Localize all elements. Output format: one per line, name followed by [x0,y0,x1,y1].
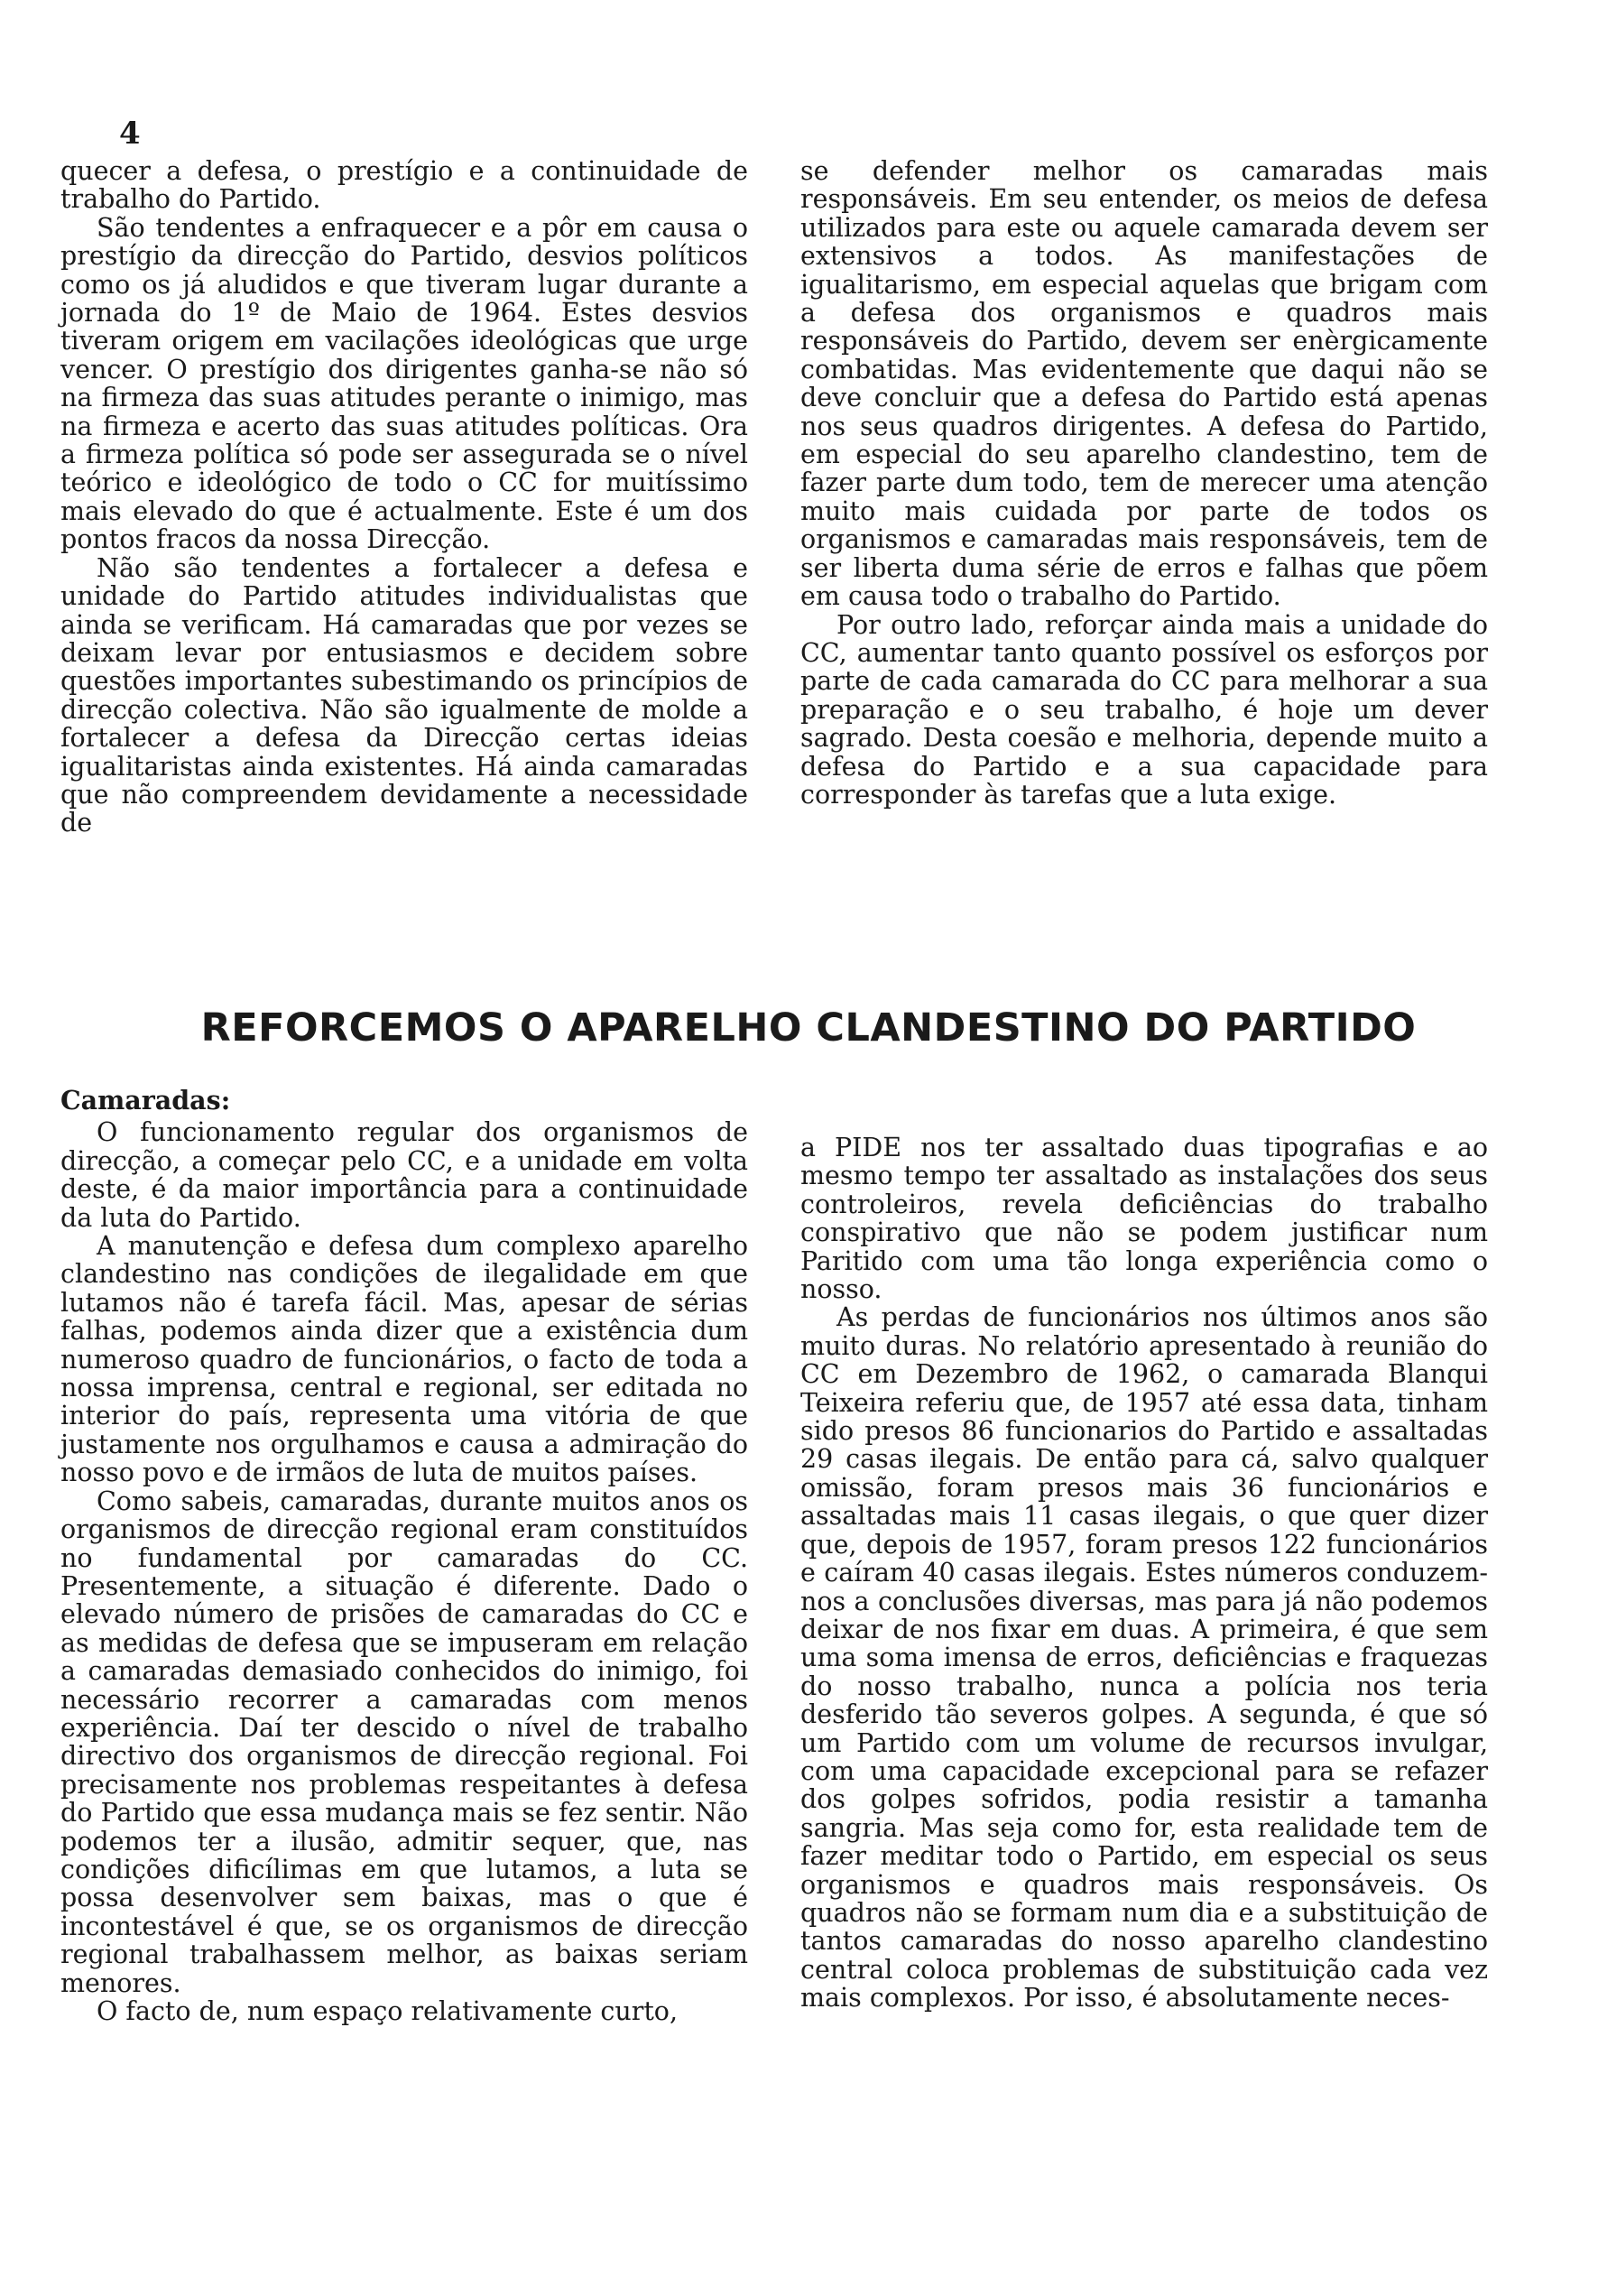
paragraph: se defender melhor os camaradas mais responsáveis. Em seu entender, os meios de defesa utilizados para este ou aquele camarada devem ser extensivos a todos. As manifestações de igualitarismo, em especial aquelas que brigam com a defesa dos organismos e quadros mais responsáveis do Partido, devem ser enèrgicamente combatidas. Mas evidentemente que daqui não se deve concluir que a defesa do Partido está apenas nos seus quadros dirigentes. A defesa do Partido, em especial do seu aparelho clandestino, tem de fazer parte dum todo, tem de merecer uma atenção muito mais cuidada por parte de todos os organismos e camaradas mais responsáveis, tem de ser liberta duma série de erros e falhas que põem em causa todo o trabalho do Partido. [800,156,1488,612]
paragraph: O facto de, num espaço relativamente curto, [97,1996,679,2026]
top-right-column [800,157,1488,809]
paragraph: Não são tendentes a fortalecer a defesa e unidade do Partido atitudes individualistas que ainda se verificam. Há camaradas que por vezes se deixam levar por entusiasmos e decidem sobre questões importantes subestimando os princípios de direcção colectiva. Não são igualmente de molde a fortalecer a defesa da Direcção certas ideias igualitaristas ainda existentes. Há ainda camaradas que não compreendem devidamente a necessidade de [60,552,748,838]
top-left-column [60,157,748,838]
section-title: REFORCEMOS O APARELHO CLANDESTINO DO PARTIDO [200,1005,1417,1051]
paragraph: São tendentes a enfraquecer e a pôr em causa o prestígio da direcção do Partido, desvios políticos como os já aludidos e que tiveram lugar durante a jornada do 1º de Maio de 1964. Estes desvios tiveram origem em vacilações ideológicas que urge vencer. O prestígio dos dirigentes ganha-se não só na firmeza das suas atitudes perante o inimigo, mas na firmeza e acerto das suas atitudes políticas. Ora a firmeza política só pode ser assegurada se o nível teórico e ideológico de todo o CC for muitíssimo mais elevado do que é actualmente. Este é um dos pontos fracos da nossa Direcção. [60,212,748,555]
page-number: 4 [119,116,141,152]
paragraph: Por outro lado, reforçar ainda mais a unidade do CC, aumentar tanto quanto possível os esforços por parte de cada camarada do CC para melhorar a sua preparação e o seu trabalho, é hoje um dever sagrado. Desta coesão e melhoria, depende muito a defesa do Partido e a sua capacidade para corresponder às tarefas que a luta exige. [800,609,1488,810]
paragraph: As perdas de funcionários nos últimos anos são muito duras. No relatório apresentado à reunião do CC em Dezembro de 1962, o camarada Blanqui Teixeira referiu que, de 1957 até essa data, tinham sido presos 86 funcionarios do Partido e assaltadas 29 casas ilegais. De então para cá, salvo qualquer omissão, foram presos mais 36 funcionários e assaltadas mais 11 casas ilegais, o que quer dizer que, depois de 1957, foram presos 122 funcionários e caíram 40 casas ilegais. Estes números conduzem-nos a conclusões diversas, mas para já não podemos deixar de nos fixar em duas. A primeira, é que sem uma soma imensa de erros, deficiências e fraquezas do nosso trabalho, nunca a polícia nos teria desferido tão severos golpes. A segunda, é que só um Partido com um volume de recursos invulgar, com uma capacidade excepcional para se refazer dos golpes sofridos, podia resistir a tamanha sangria. Mas seja como for, esta realidade tem de fazer meditar todo o Partido, em especial os seus organismos e quadros mais responsáveis. Os quadros não se formam num dia e a substituição de tantos camaradas do nosso aparelho clandestino central coloca problemas de substituição cada vez mais complexos. Por isso, é absolutamente neces- [800,1302,1488,2014]
bottom-left-column [60,1087,748,2025]
paragraph: A manutenção e defesa dum complexo aparelho clandestino nas condições de ilegalidade em que lutamos não é tarefa fácil. Mas, apesar de sérias falhas, podemos ainda dizer que a existência dum numeroso quadro de funcionários, o facto de toda a nossa imprensa, central e regional, ser editada no interior do país, representa uma vitória de que justamente nos orgulhamos e causa a admiração do nosso povo e de irmãos de luta de muitos países. [60,1231,748,1488]
paragraph: a PIDE nos ter assaltado duas tipografias e ao mesmo tempo ter assaltado as instalações dos seus controleiros, revela deficiências do trabalho conspirativo que não se podem justificar num Paritido com uma tão longa experiência como o nosso. [800,1133,1488,1305]
paragraph: Como sabeis, camaradas, durante muitos anos os organismos de direcção regional eram constituídos no fundamental por camaradas do CC. Presentemente, a situação é diferente. Dado o elevado número de prisões de camaradas do CC e as medidas de defesa que se impuseram em relação a camaradas demasiado conhecidos do inimigo, foi necessário recorrer a camaradas com menos experiência. Daí ter descido o nível de trabalho directivo dos organismos de direcção regional. Foi precisamente nos problemas respeitantes à defesa do Partido que essa mudança mais se fez sentir. Não podemos ter a ilusão, admitir sequer, que, nas condições dificílimas em que lutamos, a luta se possa desenvolver sem baixas, mas o que é incontestável é que, se os organismos de direcção regional trabalhassem melhor, as baixas seriam menores. [60,1486,748,1998]
paragraph: quecer a defesa, o prestígio e a continuidade de trabalho do Partido. [60,156,748,215]
salutation: Camaradas: [60,1085,231,1116]
bottom-right-column [800,1134,1488,2013]
paragraph: O funcionamento regular dos organismos de direcção, a começar pelo CC, e a unidade em volta deste, é da maior importância para a continuidade da luta do Partido. [60,1117,748,1233]
